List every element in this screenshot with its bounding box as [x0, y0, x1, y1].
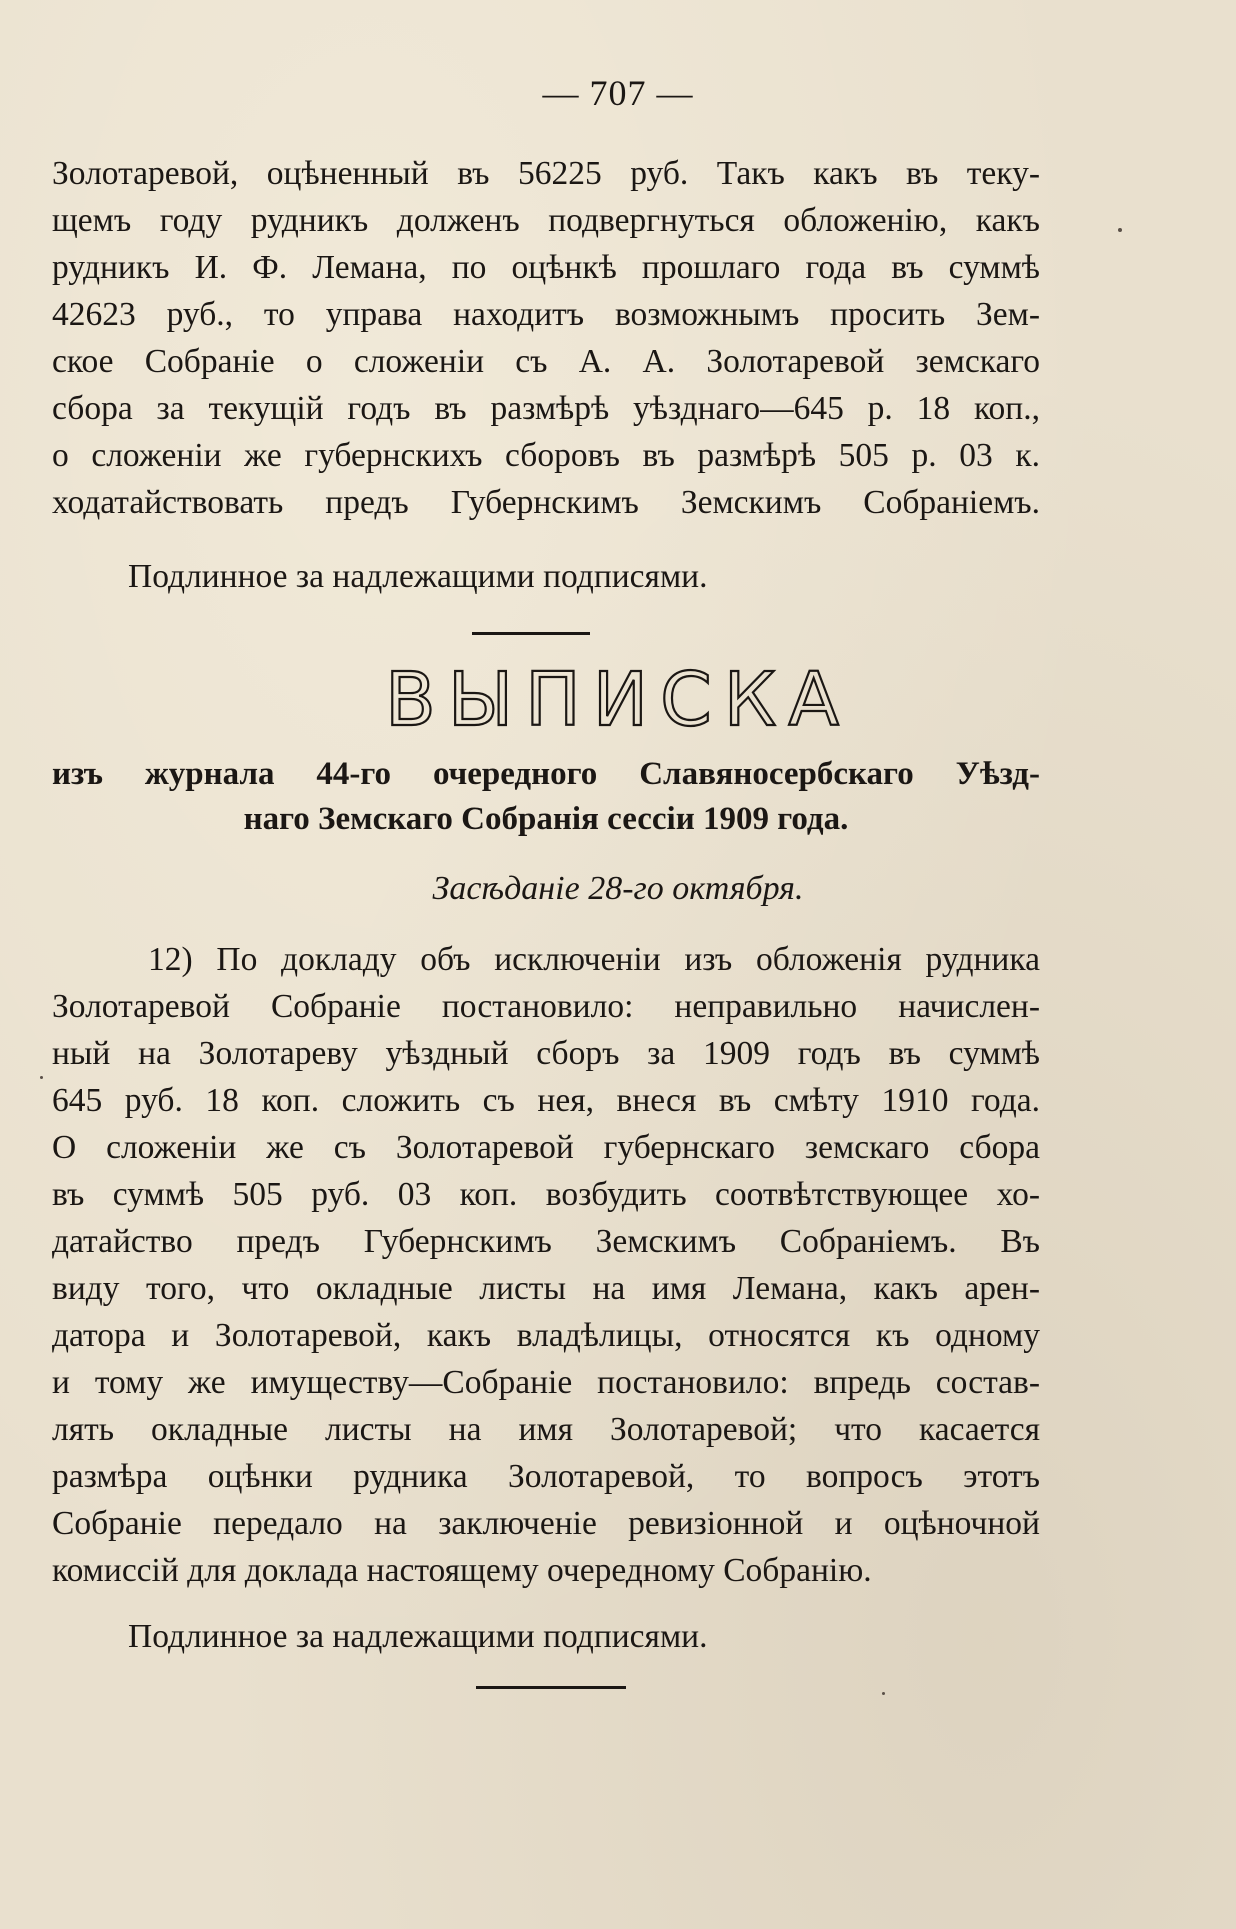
divider-rule [472, 632, 590, 635]
paper-speck [1118, 228, 1122, 232]
text-line: о сложеніи же губернскихъ сборовъ въ размѣрѣ 505 р. 03 к. [52, 437, 1040, 474]
text-line: Золотаревой, оцѣненный въ 56225 руб. Такъ какъ въ теку- [52, 155, 1040, 192]
document-title: ВЫПИСКА [385, 657, 851, 743]
text-line: 12) По докладу объ исключеніи изъ обложенія рудника [148, 941, 1040, 978]
text-line: комиссій для доклада настоящему очередному Собранію. [52, 1552, 872, 1589]
text-line: размѣра оцѣнки рудника Золотаревой, то вопросъ этотъ [52, 1458, 1040, 1495]
signature-note: Подлинное за надлежащими подписями. [128, 558, 708, 595]
top-paragraph [52, 150, 1040, 526]
text-line: виду того, что окладные листы на имя Лемана, какъ арен- [52, 1270, 1040, 1307]
text-line: рудникъ И. Ф. Лемана, по оцѣнкѣ прошлаго года въ суммѣ [52, 249, 1040, 286]
subtitle-line: изъ журнала 44-го очередного Славяносербскаго Уѣзд- [52, 756, 1040, 792]
paper-speck [40, 1076, 43, 1079]
text-line: лять окладные листы на имя Золотаревой; что касается [52, 1411, 1040, 1448]
text-line: сбора за текущій годъ въ размѣрѣ уѣзднаго—645 р. 18 коп., [52, 390, 1040, 427]
text-line: 645 руб. 18 коп. сложить съ нея, внеся въ смѣту 1910 года. [52, 1082, 1040, 1119]
text-line: ный на Золотареву уѣздный сборъ за 1909 годъ въ суммѣ [52, 1035, 1040, 1072]
session-date: Засѣданіе 28-го октября. [432, 870, 804, 907]
paper-speck [882, 1692, 885, 1695]
text-line: ское Собраніе о сложеніи съ А. А. Золотаревой земскаго [52, 343, 1040, 380]
signature-note: Подлинное за надлежащими подписями. [128, 1618, 708, 1655]
text-line: О сложеніи же съ Золотаревой губернскаго земскаго сбора [52, 1129, 1040, 1166]
text-line: датора и Золотаревой, какъ владѣлицы, относятся къ одному [52, 1317, 1040, 1354]
text-line: Собраніе передало на заключеніе ревизіонной и оцѣночной [52, 1505, 1040, 1542]
text-line: щемъ году рудникъ долженъ подвергнуться обложенію, какъ [52, 202, 1040, 239]
subtitle-line: наго Земскаго Собранія сессіи 1909 года. [243, 801, 849, 837]
text-line: Золотаревой Собраніе постановило: неправильно начислен- [52, 988, 1040, 1025]
document-subtitle [52, 752, 1040, 842]
divider-rule [476, 1686, 626, 1689]
text-line: въ суммѣ 505 руб. 03 коп. возбудить соотвѣтствующее хо- [52, 1176, 1040, 1213]
text-line: и тому же имуществу—Собраніе постановило: впредь состав- [52, 1364, 1040, 1401]
text-line: датайство предъ Губернскимъ Земскимъ Собраніемъ. Въ [52, 1223, 1040, 1260]
page-number: — 707 — [542, 73, 694, 113]
text-line: 42623 руб., то управа находитъ возможнымъ просить Зем- [52, 296, 1040, 333]
main-paragraph [52, 936, 1040, 1594]
text-line: ходатайствовать предъ Губернскимъ Земскимъ Собраніемъ. [52, 484, 1040, 521]
